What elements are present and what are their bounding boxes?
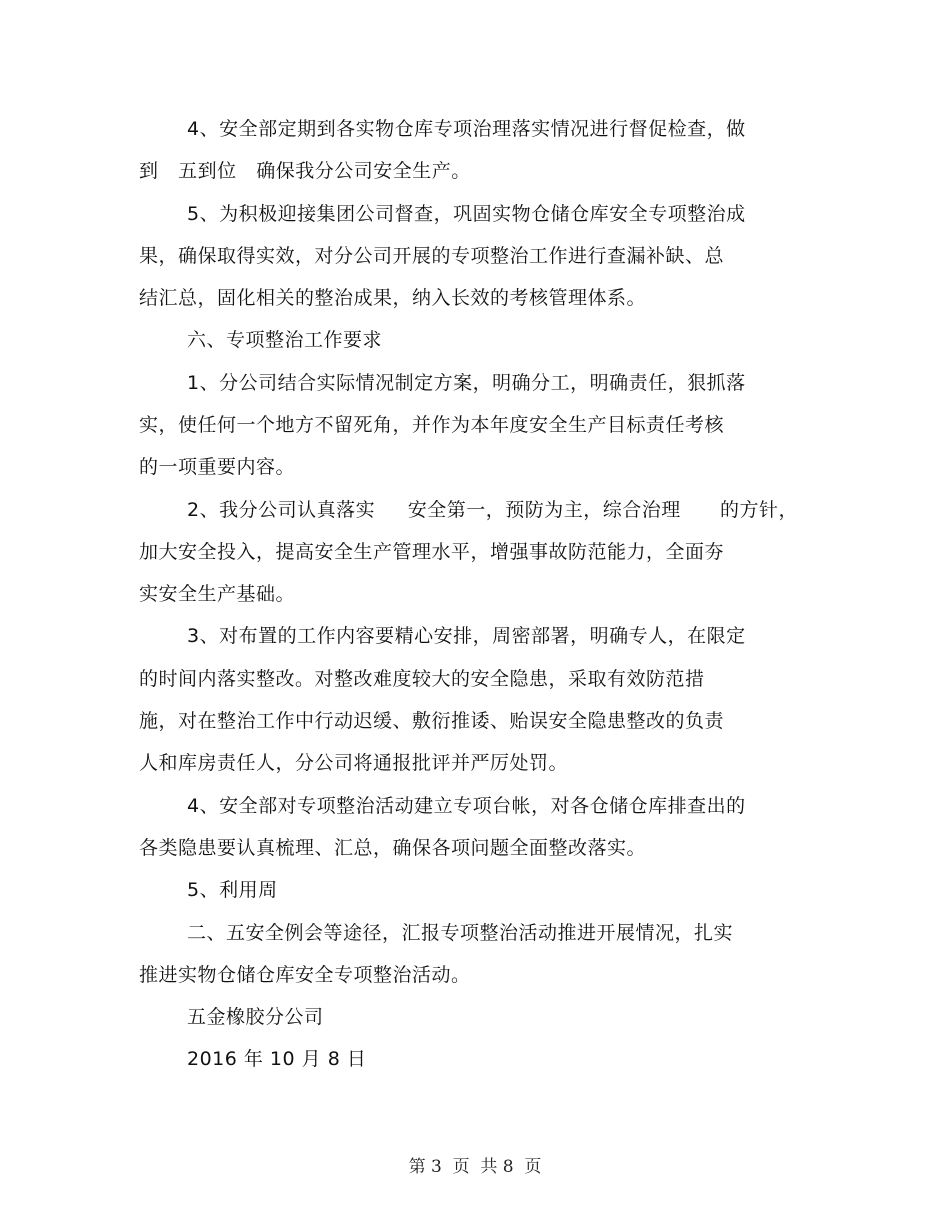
paragraph-line: 各类隐患要认真梳理、汇总，确保各项问题全面整改落实。: [139, 837, 647, 859]
paragraph-line: 的一项重要内容。: [139, 456, 296, 478]
paragraph-line: 施，对在整治工作中行动迟缓、敷衍推诿、贻误安全隐患整改的负责: [139, 710, 725, 732]
paragraph-line: 2、我分公司认真落实 安全第一，预防为主，综合治理 的方针，: [187, 499, 799, 521]
paragraph-line: 4、安全部定期到各实物仓库专项治理落实情况进行督促检查，做: [187, 118, 746, 140]
paragraph-line: 二、五安全例会等途径，汇报专项整治活动推进开展情况，扎实: [187, 922, 734, 944]
paragraph-line: 5、为积极迎接集团公司督查，巩固实物仓储仓库安全专项整治成: [187, 203, 746, 225]
paragraph-line: 4、安全部对专项整治活动建立专项台帐，对各仓储仓库排查出的: [187, 795, 746, 817]
paragraph-line: 5、利用周: [187, 879, 278, 901]
paragraph-line: 3、对布置的工作内容要精心安排，周密部署，明确专人，在限定: [187, 625, 746, 647]
paragraph-line: 实，使任何一个地方不留死角，并作为本年度安全生产目标责任考核: [139, 414, 725, 436]
paragraph-line: 果，确保取得实效，对分公司开展的专项整治工作进行查漏补缺、总: [139, 245, 725, 267]
signature-organization: 五金橡胶分公司: [187, 1006, 324, 1028]
paragraph-line: 到 五到位 确保我分公司安全生产。: [139, 160, 471, 182]
paragraph-line: 实安全生产基础。: [139, 583, 296, 605]
signature-date: 2016 年 10 月 8 日: [187, 1048, 367, 1070]
paragraph-line: 加大安全投入，提高安全生产管理水平，增强事故防范能力，全面夯: [139, 541, 725, 563]
section-heading: 六、专项整治工作要求: [187, 329, 383, 351]
paragraph-line: 推进实物仓储仓库安全专项整治活动。: [139, 964, 471, 986]
paragraph-line: 结汇总，固化相关的整治成果，纳入长效的考核管理体系。: [139, 287, 647, 309]
page-number-footer: 第 3 页 共 8 页: [408, 1157, 542, 1177]
paragraph-line: 人和库房责任人，分公司将通报批评并严厉处罚。: [139, 752, 569, 774]
paragraph-line: 1、分公司结合实际情况制定方案，明确分工，明确责任，狠抓落: [187, 372, 746, 394]
paragraph-line: 的时间内落实整改。对整改难度较大的安全隐患，采取有效防范措: [139, 668, 705, 690]
